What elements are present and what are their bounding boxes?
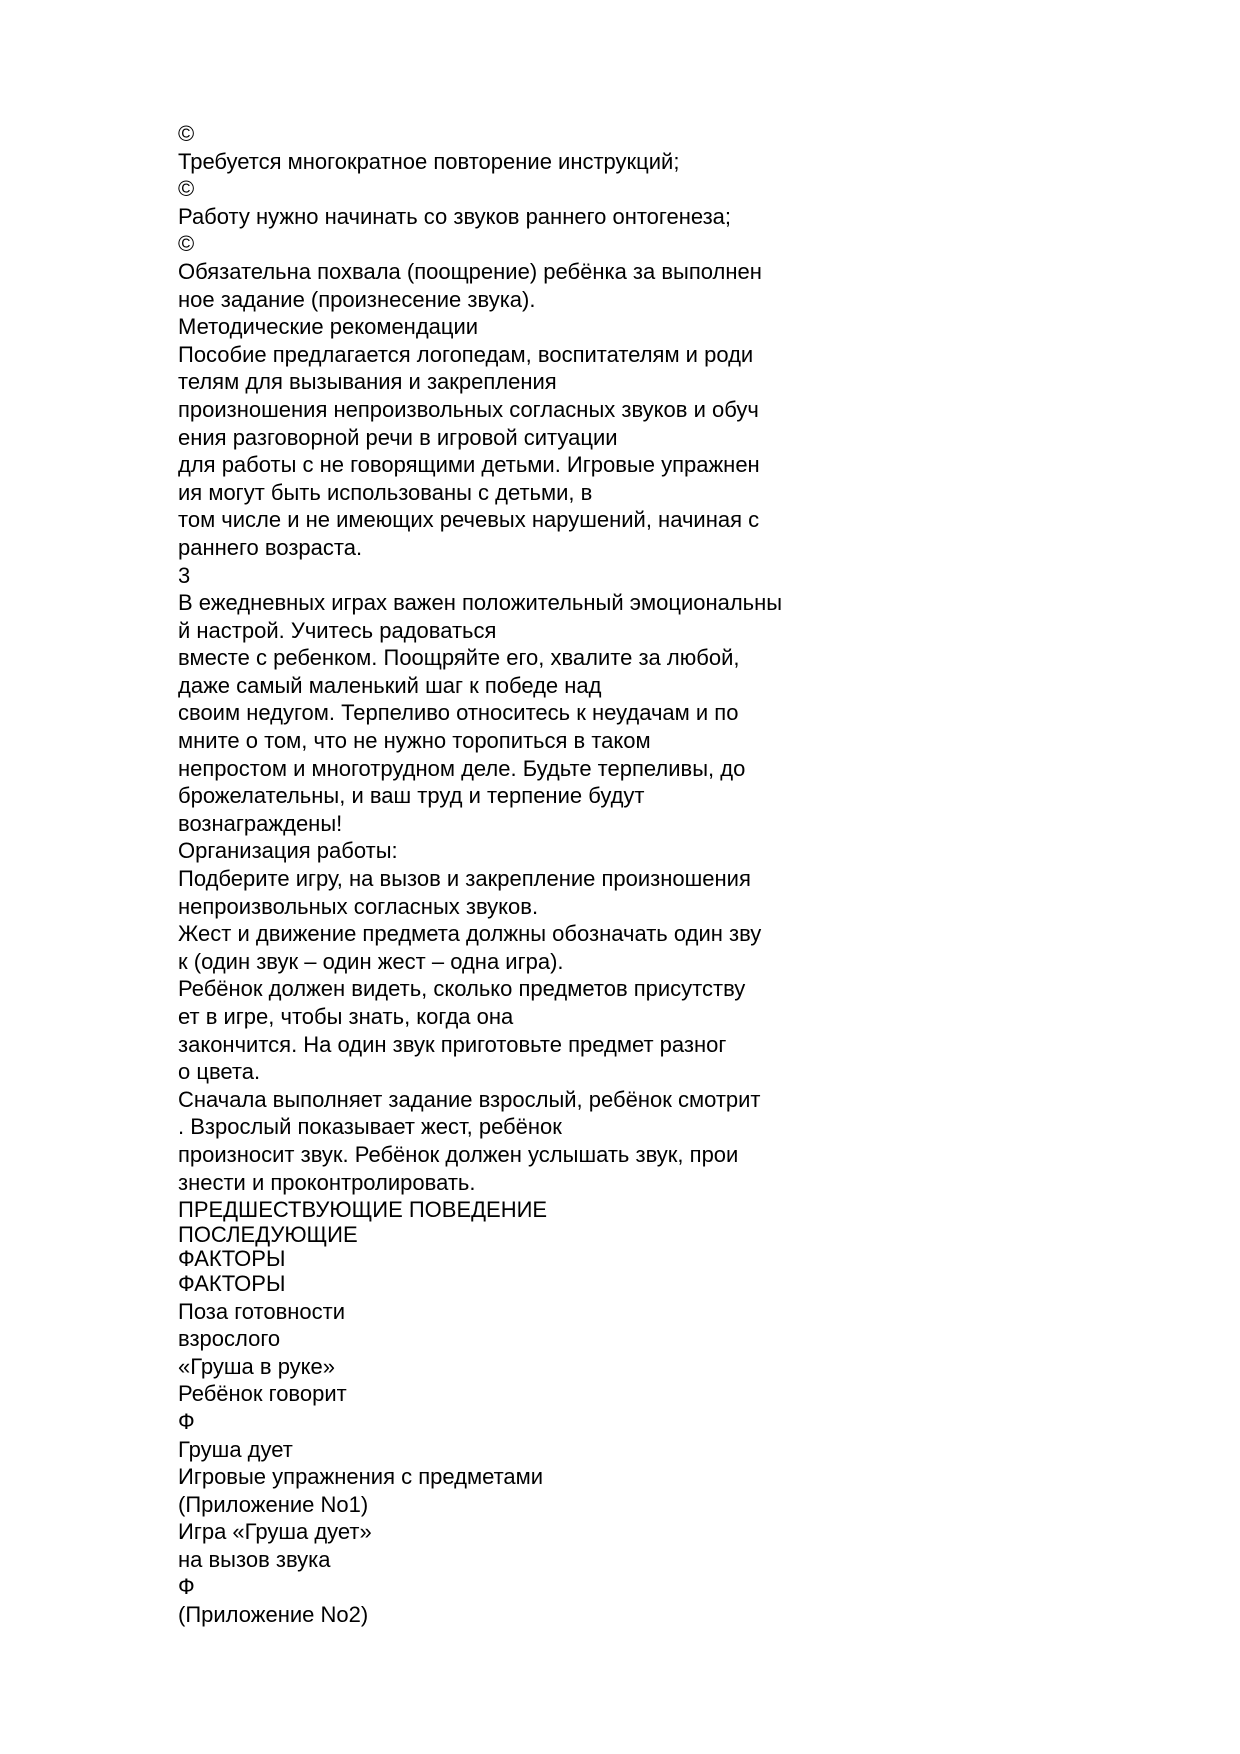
text-line: Сначала выполняет задание взрослый, ребёнок смотрит [178,1086,761,1112]
table-cell: Ребёнок говорит [178,1381,347,1407]
text-line: Подберите игру, на вызов и закрепление произношения [178,866,751,892]
text-line: произношения непроизвольных согласных звуков и обуч [178,396,759,422]
text-line: своим недугом. Терпеливо относитесь к неудачам и по [178,700,739,726]
text-line: ет в игре, чтобы знать, когда она [178,1004,514,1029]
table-cell: Игровые упражнения с предметами [178,1464,544,1490]
section-heading: Методические рекомендации [178,314,479,340]
table-cell: (Приложение No1) [178,1491,369,1517]
text-line: телям для вызывания и закрепления [178,369,557,395]
table-cell: (Приложение No2) [178,1602,369,1628]
table-cell: на вызов звука [178,1546,331,1572]
copyright-symbol: © [178,176,195,202]
text-line: мните о том, что не нужно торопиться в таком [178,728,651,754]
text-line: даже самый маленький шаг к победе над [178,672,602,698]
text-line: том числе и не имеющих речевых нарушений, начиная с [178,507,760,533]
table-header-cell: ПРЕДШЕСТВУЮЩИЕ ПОВЕДЕНИЕ [178,1197,548,1223]
section-heading: Организация работы: [178,838,398,864]
text-line: закончится. На один звук приготовьте предмет разног [178,1031,727,1057]
text-line: произносит звук. Ребёнок должен услышать звук, прои [178,1141,739,1167]
text-line: раннего возраста. [178,534,363,560]
text-line: брожелательны, и ваш труд и терпение будут [178,783,645,809]
copyright-symbol: © [178,231,195,257]
text-line: знести и проконтролировать. [178,1169,476,1195]
text-line: непроизвольных согласных звуков. [178,893,539,919]
table-cell: Ф [178,1408,195,1434]
text-line: Пособие предлагается логопедам, воспитателям и роди [178,341,754,367]
text-line: Работу нужно начинать со звуков раннего онтогенеза; [178,203,732,229]
text-line: Ребёнок должен видеть, сколько предметов присутству [178,976,746,1002]
text-line: вознаграждены! [178,810,343,836]
text-line: вместе с ребенком. Поощряйте его, хвалите за любой, [178,645,740,671]
text-line: В ежедневных играх важен положительный эмоциональны [178,590,783,616]
text-line: Обязательна похвала (поощрение) ребёнка за выполнен [178,258,762,284]
table-header-cell: ПОСЛЕДУЮЩИЕ [178,1221,358,1247]
text-line: Жест и движение предмета должны обозначать один зву [178,921,762,947]
text-line: ное задание (произнесение звука). [178,286,536,312]
text-line: й настрой. Учитесь радоваться [178,617,497,643]
page-text [178,120,1078,1629]
page-number: 3 [178,562,191,588]
table-cell: Груша дует [178,1436,293,1462]
text-line: непростом и многотрудном деле. Будьте терпеливы, до [178,755,746,781]
text-line: о цвета. [178,1059,261,1085]
table-cell: Поза готовности [178,1298,346,1324]
text-line: к (один звук – один жест – одна игра). [178,948,564,974]
text-line: Требуется многократное повторение инструкций; [178,148,680,174]
copyright-symbol: © [178,121,195,146]
text-line: . Взрослый показывает жест, ребёнок [178,1114,562,1140]
table-header-cell: ФАКТОРЫ [178,1270,286,1296]
table-cell: взрослого [178,1326,281,1352]
text-line: для работы с не говорящими детьми. Игровые упражнен [178,452,760,478]
table-cell: «Груша в руке» [178,1353,336,1379]
table-header-cell: ФАКТОРЫ [178,1246,286,1272]
table-cell: Игра «Груша дует» [178,1519,372,1545]
text-line: ия могут быть использованы с детьми, в [178,479,593,505]
table-cell: Ф [178,1574,195,1600]
text-line: ения разговорной речи в игровой ситуации [178,424,618,450]
